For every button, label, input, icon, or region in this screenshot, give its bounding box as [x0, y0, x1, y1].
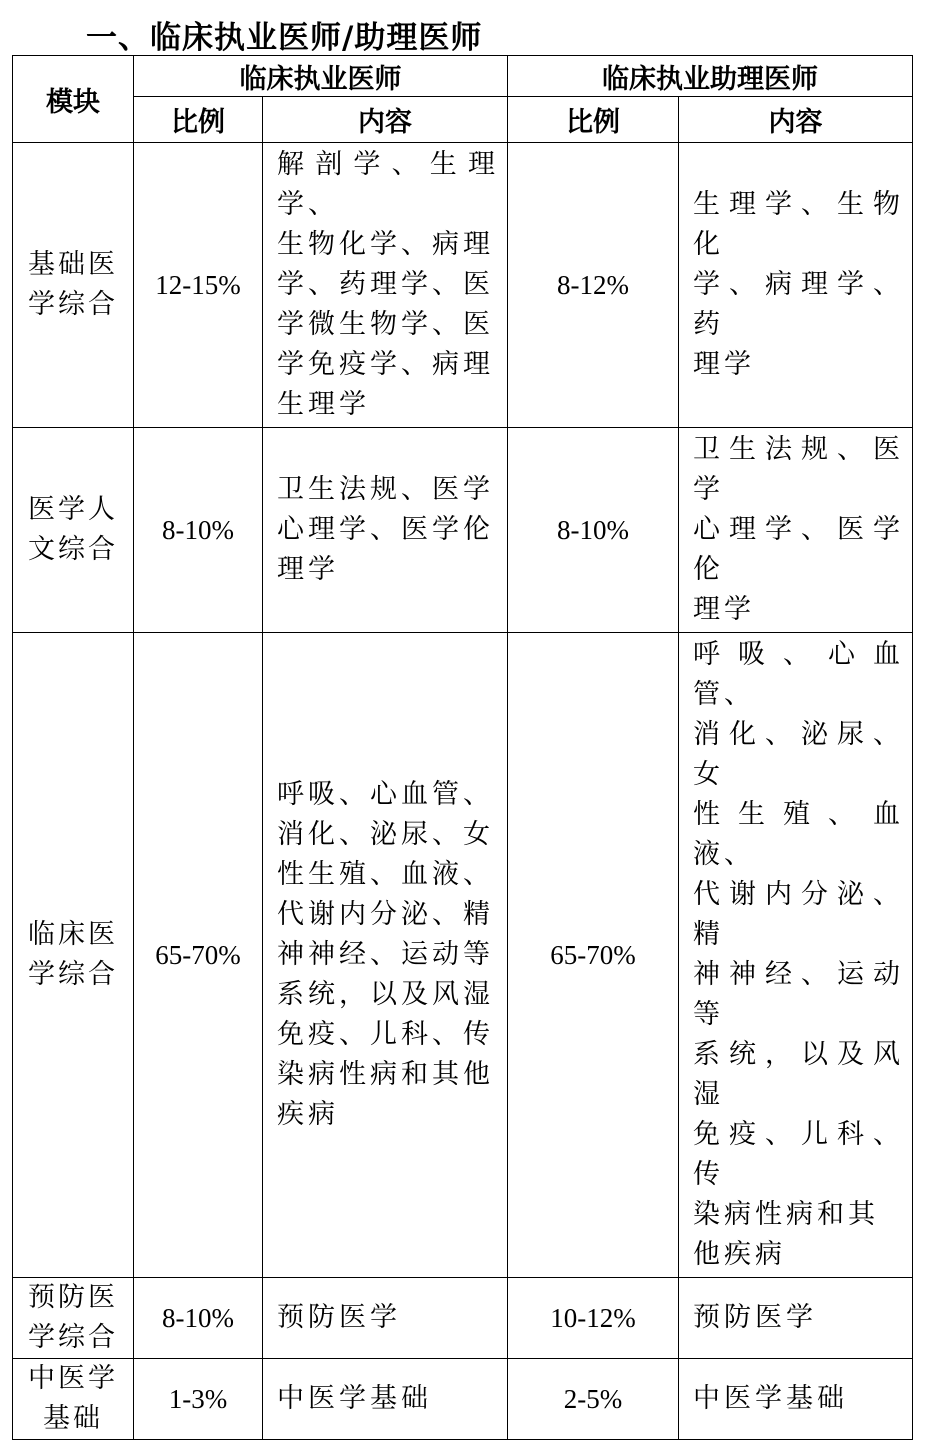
ratio-cell: 10-12% — [508, 1278, 679, 1359]
content-cell: 呼吸、心血管、 消化、泌尿、女 性生殖、血液、 代谢内分泌、精 神神经、运动等 系统，以及风湿 免疫、儿科、传 染病性病和其 他疾病 — [679, 633, 913, 1278]
ratio-cell: 8-10% — [134, 428, 263, 633]
ratio-cell: 8-10% — [134, 1278, 263, 1359]
header-module: 模块 — [13, 56, 134, 143]
ratio-cell: 2-5% — [508, 1359, 679, 1440]
header-row-1 — [13, 56, 913, 97]
content-cell: 解剖学、生理学、 生物化学、病理 学、药理学、医 学微生物学、医 学免疫学、病理 生理学 — [263, 143, 508, 428]
content-cell: 预防医学 — [263, 1278, 508, 1359]
module-cell: 临床医 学综合 — [13, 633, 134, 1278]
header-ratio-2: 比例 — [508, 97, 679, 143]
table-row — [13, 633, 913, 1278]
module-cell: 基础医 学综合 — [13, 143, 134, 428]
table-row — [13, 1359, 913, 1440]
table-row — [13, 428, 913, 633]
content-cell: 生理学、生物化 学、病理学、药 理学 — [679, 143, 913, 428]
module-cell: 预防医 学综合 — [13, 1278, 134, 1359]
content-cell: 卫生法规、医学 心理学、医学伦 理学 — [679, 428, 913, 633]
content-cell: 中医学基础 — [263, 1359, 508, 1440]
ratio-cell: 12-15% — [134, 143, 263, 428]
ratio-cell: 8-10% — [508, 428, 679, 633]
table-row — [13, 143, 913, 428]
page-title: 一、临床执业医师/助理医师 — [86, 20, 483, 56]
ratio-cell: 65-70% — [134, 633, 263, 1278]
content-cell: 预防医学 — [679, 1278, 913, 1359]
header-licensed-physician: 临床执业医师 — [134, 56, 508, 97]
header-assistant-physician: 临床执业助理医师 — [508, 56, 913, 97]
header-ratio-1: 比例 — [134, 97, 263, 143]
header-row-2 — [13, 97, 913, 143]
module-cell: 中医学 基础 — [13, 1359, 134, 1440]
header-content-2: 内容 — [679, 97, 913, 143]
table-row — [13, 1278, 913, 1359]
content-cell: 呼吸、心血管、 消化、泌尿、女 性生殖、血液、 代谢内分泌、精 神神经、运动等 系统，以及风湿 免疫、儿科、传 染病性病和其他 疾病 — [263, 633, 508, 1278]
header-content-1: 内容 — [263, 97, 508, 143]
content-cell: 中医学基础 — [679, 1359, 913, 1440]
ratio-cell: 1-3% — [134, 1359, 263, 1440]
module-cell: 医学人 文综合 — [13, 428, 134, 633]
ratio-cell: 8-12% — [508, 143, 679, 428]
ratio-cell: 65-70% — [508, 633, 679, 1278]
content-cell: 卫生法规、医学 心理学、医学伦 理学 — [263, 428, 508, 633]
exam-ratio-table — [12, 55, 913, 1440]
